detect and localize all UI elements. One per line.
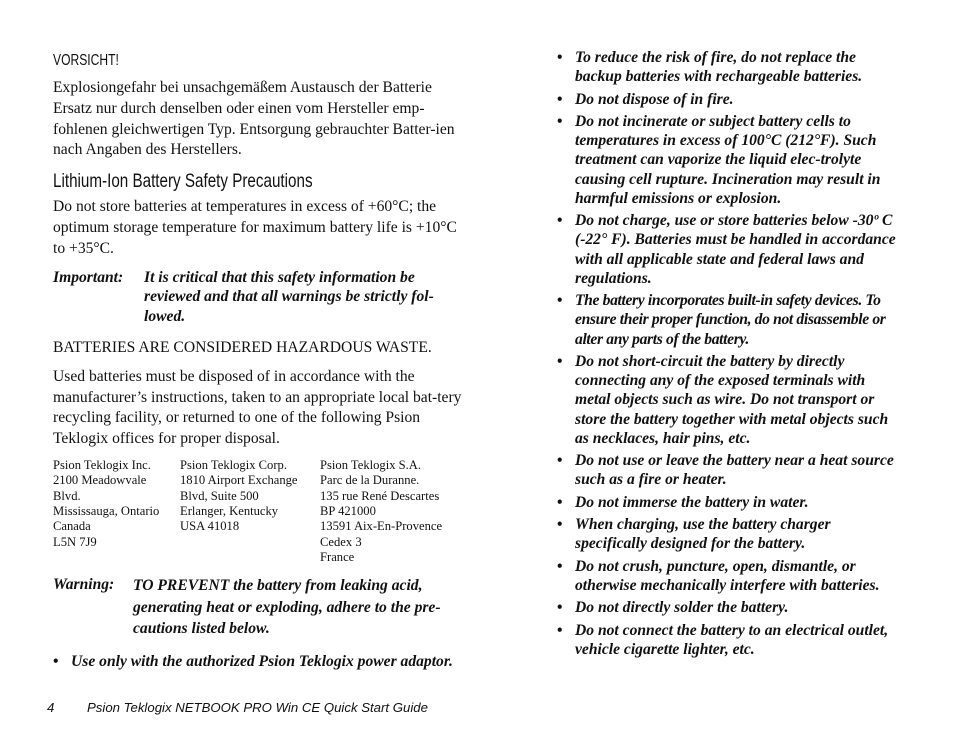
important-label: Important: (53, 268, 124, 286)
address-line: Psion Teklogix S.A. (320, 458, 422, 473)
lithium-heading: Lithium-Ion Battery Safety Precautions (53, 170, 313, 193)
address-line: 135 rue René Descartes (320, 488, 440, 503)
page-footer (47, 700, 428, 716)
important-note (53, 268, 463, 327)
address-line: Erlanger, Kentucky (180, 503, 279, 518)
list-item: • Do not short-circuit the battery by directly connecting any of the exposed terminals with metal objects such as wire. Do not transport or store the battery together with metal objects such as necklaces, hair pins, etc. (557, 352, 897, 448)
address-line: Blvd. (53, 488, 81, 503)
office-addresses (53, 458, 463, 565)
address-line: Parc de la Duranne. (320, 473, 420, 488)
list-item: • Do not crush, puncture, open, dismantle, or otherwise mechanically interfere with batteries. (557, 557, 897, 595)
storage-paragraph: Do not store batteries at temperatures in excess of +60°C; the optimum storage temperature for maximum battery life is +10°C to +35°C. (53, 198, 457, 257)
address-line: USA 41018 (180, 519, 240, 534)
vorsicht-paragraph: Explosiongefahr bei unsachgemäßem Austausch der Batterie Ersatz nur durch denselben oder einen vom Hersteller emp-fohlenen gleichwertigen Typ. Entsorgung gebrauchter Batter-ien nach Angaben des Herstellers. (53, 79, 455, 159)
vorsicht-heading: VORSICHT! (53, 52, 119, 69)
address-line: Psion Teklogix Corp. (180, 458, 287, 473)
warning-text: TO PREVENT the battery from leaking acid, generating heat or exploding, adhere to the pre-cautions listed below. (133, 577, 441, 638)
page-number: 4 (47, 700, 55, 715)
address-line: 2100 Meadowvale (53, 473, 147, 488)
address-line: BP 421000 (320, 503, 376, 518)
list-item: • Do not dispose of in fire. (557, 90, 897, 109)
address-line: 1810 Airport Exchange (180, 473, 298, 488)
list-item: • Do not use or leave the battery near a heat source such as a fire or heater. (557, 451, 897, 489)
left-bullet-list (53, 652, 463, 671)
list-item: • Do not incinerate or subject battery cells to temperatures in excess of 100°C (212°F). Such treatment can vaporize the liquid elec-trolyte causing cell rupture. Incineration may result in harmful emissions or explosion. (557, 112, 897, 208)
address-line: France (320, 549, 355, 564)
disposal-paragraph: Used batteries must be disposed of in accordance with the manufacturer’s instructions, taken to an appropriate local bat-tery recycling facility, or returned to one of the following Psion Teklogix offices for proper disposal. (53, 367, 462, 448)
address-line: Psion Teklogix Inc. (53, 458, 151, 473)
address-line: Blvd, Suite 500 (180, 488, 259, 503)
office-address-sa (320, 458, 460, 565)
office-address-inc (53, 458, 180, 565)
right-bullet-list (557, 48, 897, 659)
warning-note (53, 575, 463, 640)
list-item: • Do not charge, use or store batteries below -30º C (-22° F). Batteries must be handled in accordance with all applicable state and federal laws and regulations. (557, 211, 897, 288)
address-line: Cedex 3 (320, 534, 362, 549)
warning-label: Warning: (53, 576, 115, 594)
list-item: • Do not immerse the battery in water. (557, 493, 897, 512)
list-item: • When charging, use the battery charger specifically designed for the battery. (557, 515, 897, 553)
list-item: • The battery incorporates built-in safety devices. To ensure their proper function, do not disassemble or alter any parts of the battery. (557, 291, 897, 349)
list-item: • To reduce the risk of fire, do not replace the backup batteries with rechargeable batteries. (557, 48, 897, 86)
list-item: • Use only with the authorized Psion Teklogix power adaptor. (53, 652, 463, 671)
address-line: 13591 Aix-En-Provence (320, 519, 443, 534)
left-column (53, 52, 463, 674)
footer-title: Psion Teklogix NETBOOK PRO Win CE Quick Start Guide (87, 700, 428, 715)
office-address-corp (180, 458, 320, 565)
important-text: It is critical that this safety information be reviewed and that all warnings be strictly fol-lowed. (144, 268, 434, 325)
list-item: • Do not connect the battery to an electrical outlet, vehicle cigarette lighter, etc. (557, 621, 897, 659)
address-line: Canada (53, 519, 91, 534)
address-line: L5N 7J9 (53, 534, 97, 549)
hazardous-waste-text: BATTERIES ARE CONSIDERED HAZARDOUS WASTE. (53, 339, 432, 357)
right-column (557, 48, 897, 662)
address-line: Mississauga, Ontario (53, 503, 160, 518)
list-item: • Do not directly solder the battery. (557, 598, 897, 617)
